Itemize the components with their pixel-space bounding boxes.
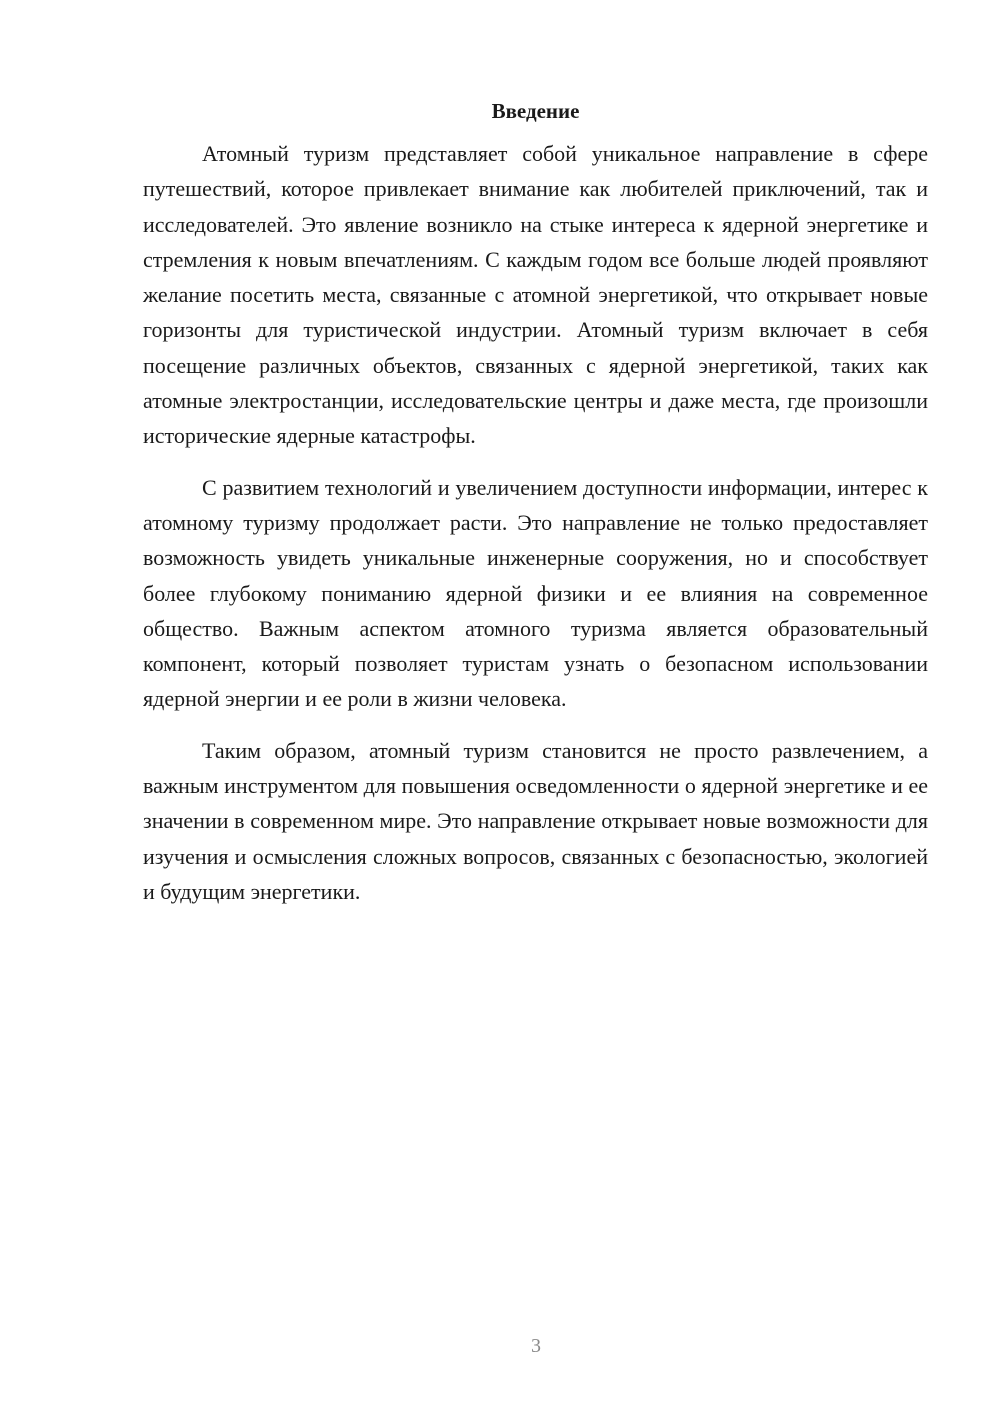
page-content [143, 94, 928, 925]
page-number: 3 [531, 1335, 541, 1357]
paragraph-3: Таким образом, атомный туризм становится не просто развлечением, а важным инструментом для повышения осведомленности о ядерной энергетике и ее значении в современном мире. Это направление открывает новые возможности для изучения и осмысления сложных вопросов, связанных с безопасностью, экологией и будущим энергетики. [143, 737, 928, 904]
paragraph-1: Атомный туризм представляет собой уникальное направление в сфере путешествий, которое привлекает внимание как любителей приключений, так и исследователей. Это явление возникло на стыке интереса к ядерной энергетике и стремления к новым впечатлениям. С каждым годом все больше людей проявляют желание посетить места, связанные с атомной энергетикой, что открывает новые горизонты для туристической индустрии. Атомный туризм включает в себя посещение различных объектов, связанных с ядерной энергетикой, таких как атомные электростанции, исследовательские центры и даже места, где произошли исторические ядерные катастрофы. [143, 141, 928, 449]
paragraph-2: С развитием технологий и увеличением доступности информации, интерес к атомному туризму продолжает расти. Это направление не только предоставляет возможность увидеть уникальные инженерные сооружения, но и способствует более глубокому пониманию ядерной физики и ее влияния на современное общество. Важным аспектом атомного туризма является образовательный компонент, который позволяет туристам узнать о безопасном использовании ядерной энергии и ее роли в жизни человека. [143, 474, 928, 712]
section-heading: Введение [491, 99, 580, 123]
